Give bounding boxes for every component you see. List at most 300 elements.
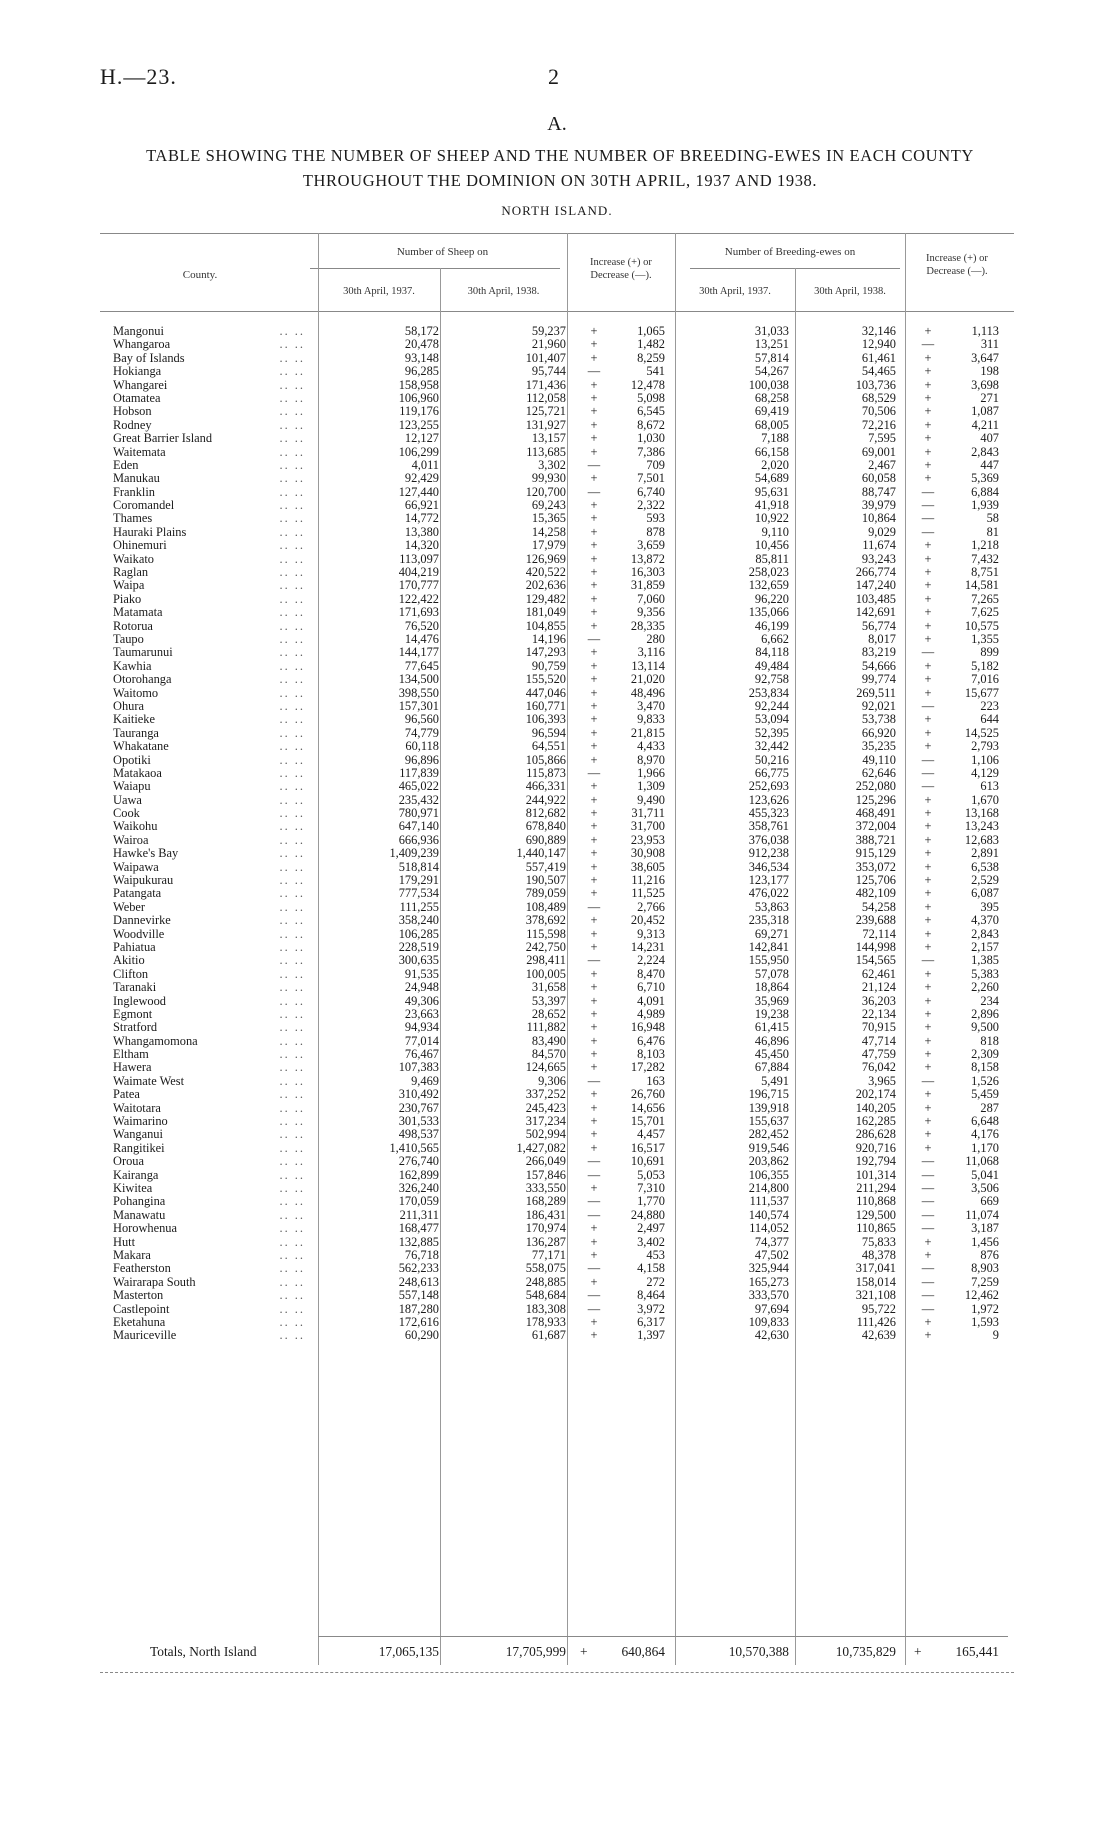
page-reference: H.—23. (100, 64, 177, 89)
sheep-1937: 24,948 (404, 980, 439, 995)
sheep-1937: 77,645 (404, 658, 439, 673)
sheep-1937: 172,616 (398, 1314, 439, 1329)
sheep-1937: 106,960 (398, 390, 439, 405)
sheep-change-sign: + (590, 819, 598, 834)
sheep-1938: 378,692 (525, 913, 566, 928)
sheep-change-sign: + (590, 1060, 598, 1075)
sheep-change-value: 21,020 (630, 672, 665, 687)
ewes-change-sign: — (921, 524, 935, 539)
leader-dots: .. .. (279, 1247, 305, 1262)
sheep-change-sign: + (590, 1181, 598, 1195)
ewes-1938: 482,109 (855, 886, 896, 901)
sheep-1938: 178,933 (525, 1314, 566, 1329)
table-row (0, 1209, 1114, 1222)
ewes-1938: 140,205 (855, 1100, 896, 1115)
leader-dots: .. .. (279, 1140, 305, 1155)
ewes-1938: 88,747 (861, 484, 896, 499)
sheep-change-value: 11,525 (631, 886, 665, 901)
sheep-1938: 120,700 (525, 484, 566, 499)
leader-dots: .. .. (279, 404, 305, 419)
table-row (0, 579, 1114, 592)
ewes-1937: 50,216 (754, 752, 789, 767)
ewes-change-value: 15,677 (964, 685, 999, 700)
ewes-1938: 286,628 (855, 1127, 896, 1142)
sheep-change-sign: — (587, 899, 601, 914)
table-row (0, 794, 1114, 807)
sheep-1937: 76,718 (404, 1247, 439, 1262)
table-row (0, 807, 1114, 820)
sheep-change-sign: + (590, 618, 598, 633)
ewes-change-sign: + (924, 725, 932, 740)
sheep-1938: 333,550 (525, 1181, 566, 1195)
sheep-change-sign: — (587, 1167, 601, 1182)
sheep-1938: 266,049 (525, 1154, 566, 1169)
leader-dots: .. .. (279, 712, 305, 727)
sheep-change-value: 14,231 (630, 939, 665, 954)
ewes-1937: 68,258 (754, 390, 789, 405)
leader-dots: .. .. (279, 457, 305, 472)
totals-ewes-change: 165,441 (955, 1644, 999, 1659)
county-name: Egmont (113, 1006, 153, 1021)
sheep-1937: 144,177 (398, 645, 439, 660)
sheep-change-value: 1,309 (637, 779, 665, 794)
ewes-1938: 70,506 (861, 404, 896, 419)
ewes-change-value: 7,265 (971, 591, 999, 606)
ewes-change-value: 2,793 (971, 739, 999, 754)
sheep-1938: 502,994 (525, 1127, 566, 1142)
county-name: Matakaoa (113, 765, 162, 780)
ewes-1938: 22,134 (861, 1006, 896, 1021)
table-row (0, 1102, 1114, 1115)
ewes-change-value: 58 (986, 511, 999, 526)
ewes-1938: 103,736 (855, 377, 896, 392)
ewes-1937: 253,834 (748, 685, 789, 700)
sheep-1937: 300,635 (398, 953, 439, 968)
sheep-1937: 111,255 (399, 899, 439, 914)
page-number: 2 (548, 64, 559, 89)
ewes-1937: 74,377 (754, 1234, 789, 1249)
sheep-1937: 60,118 (405, 739, 439, 754)
ewes-change-sign: — (921, 1288, 935, 1303)
sheep-change-sign: + (590, 605, 598, 620)
sheep-change-value: 8,464 (637, 1288, 665, 1303)
sheep-1938: 186,431 (525, 1207, 566, 1222)
ewes-1937: 252,693 (748, 779, 789, 794)
sheep-change-sign: + (590, 792, 598, 807)
sheep-change-value: 10,691 (630, 1154, 665, 1169)
ewes-1938: 92,021 (861, 698, 896, 713)
leader-dots: .. .. (279, 551, 305, 566)
sheep-change-sign: — (587, 765, 601, 780)
ewes-1938: 47,714 (861, 1033, 896, 1048)
table-row (0, 1289, 1114, 1302)
leader-dots: .. .. (279, 631, 305, 646)
sheep-1938: 111,882 (526, 1020, 566, 1035)
sheep-change-sign: + (590, 752, 598, 767)
ewes-change-sign: + (924, 792, 932, 807)
sheep-1937: 113,097 (399, 551, 439, 566)
table-row (0, 1155, 1114, 1168)
sheep-1938: 21,960 (531, 337, 566, 352)
county-name: Horowhenua (113, 1221, 177, 1236)
sheep-change-value: 15,701 (630, 1114, 665, 1129)
sheep-change-sign: — (587, 631, 601, 646)
header-bottom-rule (100, 311, 1014, 312)
ewes-1938: 266,774 (855, 565, 896, 580)
ewes-change-sign: — (921, 1261, 935, 1276)
col-header-ewes-group: Number of Breeding-ewes on (724, 246, 856, 258)
sheep-1937: 14,320 (404, 538, 439, 553)
county-name: Patea (113, 1087, 140, 1102)
county-name: Whangarei (113, 377, 168, 392)
sheep-change-value: 9,490 (637, 792, 665, 807)
sheep-change-value: 20,452 (630, 913, 665, 928)
sheep-change-sign: + (590, 739, 598, 754)
ewes-1937: 325,944 (748, 1261, 789, 1276)
table-row (0, 1115, 1114, 1128)
ewes-1938: 252,080 (855, 779, 896, 794)
leader-dots: .. .. (279, 511, 305, 526)
ewes-change-value: 4,211 (971, 417, 999, 432)
sheep-change-sign: + (590, 1234, 598, 1249)
leader-dots: .. .. (279, 1274, 305, 1289)
sheep-change-value: 709 (646, 457, 665, 472)
ewes-change-value: 1,355 (971, 631, 999, 646)
ewes-change-value: 7,432 (971, 551, 999, 566)
sheep-1937: 666,936 (398, 832, 439, 847)
ewes-change-value: 1,106 (971, 752, 999, 767)
county-name: Pohangina (113, 1194, 166, 1209)
county-name: Manawatu (113, 1207, 166, 1222)
county-name: Wanganui (113, 1127, 163, 1142)
ewes-1938: 56,774 (861, 618, 896, 633)
ewes-change-value: 6,538 (971, 859, 999, 874)
ewes-1937: 258,023 (748, 565, 789, 580)
table-row (0, 820, 1114, 833)
ewes-change-sign: — (921, 765, 935, 780)
sheep-1937: 20,478 (404, 337, 439, 352)
leader-dots: .. .. (279, 658, 305, 673)
sheep-1937: 123,255 (398, 417, 439, 432)
table-row (0, 1128, 1114, 1141)
ewes-1938: 920,716 (855, 1140, 896, 1155)
sheep-1938: 113,685 (526, 444, 566, 459)
table-row (0, 539, 1114, 552)
leader-dots: .. .. (279, 1288, 305, 1303)
sheep-change-value: 16,517 (630, 1140, 665, 1155)
table-row (0, 861, 1114, 874)
sheep-change-sign: + (590, 913, 598, 928)
ewes-1938: 83,219 (861, 645, 896, 660)
sheep-group-rule (310, 268, 560, 269)
ewes-1937: 106,355 (748, 1167, 789, 1182)
sheep-change-sign: + (590, 1221, 598, 1236)
sheep-change-sign: + (590, 511, 598, 526)
sheep-1937: 518,814 (398, 859, 439, 874)
leader-dots: .. .. (279, 1060, 305, 1075)
sheep-1937: 562,233 (398, 1261, 439, 1276)
county-name: Hutt (113, 1234, 136, 1249)
ewes-change-value: 4,370 (971, 913, 999, 928)
county-name: Hauraki Plains (113, 524, 187, 539)
sheep-1938: 183,308 (525, 1301, 566, 1316)
sheep-1938: 14,258 (531, 524, 566, 539)
leader-dots: .. .. (279, 1100, 305, 1115)
sheep-change-sign: — (587, 1301, 601, 1316)
table-row (0, 405, 1114, 418)
county-name: Manukau (113, 471, 160, 486)
ewes-change-sign: — (921, 1181, 935, 1195)
county-name: Ohura (113, 698, 144, 713)
sheep-change-value: 3,470 (637, 698, 665, 713)
ewes-change-sign: + (924, 350, 932, 365)
leader-dots: .. .. (279, 899, 305, 914)
header-top-rule (100, 233, 1014, 234)
county-name: Rodney (113, 417, 152, 432)
ewes-1938: 93,243 (861, 551, 896, 566)
sheep-1938: 64,551 (531, 739, 566, 754)
leader-dots: .. .. (279, 431, 305, 446)
ewes-change-sign: + (924, 859, 932, 874)
leader-dots: .. .. (279, 1127, 305, 1142)
section-letter: A. (547, 113, 567, 135)
table-row (0, 338, 1114, 351)
leader-dots: .. .. (279, 1033, 305, 1048)
ewes-change-value: 198 (980, 364, 999, 379)
sheep-1937: 168,477 (398, 1221, 439, 1236)
table-row (0, 780, 1114, 793)
sheep-1937: 4,011 (411, 457, 439, 472)
sheep-change-value: 7,060 (637, 591, 665, 606)
ewes-change-sign: + (924, 739, 932, 754)
leader-dots: .. .. (279, 966, 305, 981)
sheep-change-value: 16,303 (630, 565, 665, 580)
ewes-change-value: 2,157 (971, 939, 999, 954)
sheep-change-sign: + (590, 471, 598, 486)
county-name: Eden (113, 457, 139, 472)
sheep-1937: 358,240 (398, 913, 439, 928)
col-header-sheep-change: Increase (+) or Decrease (—). (590, 257, 652, 281)
sheep-1938: 28,652 (531, 1006, 566, 1021)
sheep-change-value: 7,310 (637, 1181, 665, 1195)
sheep-change-sign: + (590, 1140, 598, 1155)
sheep-1938: 84,570 (531, 1047, 566, 1062)
sheep-1938: 104,855 (525, 618, 566, 633)
sheep-change-sign: + (590, 980, 598, 995)
ewes-change-value: 644 (980, 712, 999, 727)
ewes-1937: 123,626 (748, 792, 789, 807)
leader-dots: .. .. (279, 698, 305, 713)
sheep-change-value: 6,317 (637, 1314, 665, 1329)
sheep-1937: 171,693 (398, 605, 439, 620)
ewes-change-value: 1,087 (971, 404, 999, 419)
ewes-change-sign: — (921, 1073, 935, 1088)
ewes-change-value: 2,529 (971, 873, 999, 888)
leader-dots: .. .. (279, 498, 305, 513)
leader-dots: .. .. (279, 792, 305, 807)
county-name: Thames (113, 511, 153, 526)
ewes-change-sign: + (924, 980, 932, 995)
ewes-change-value: 1,939 (971, 498, 999, 513)
county-name: Taranaki (113, 980, 157, 995)
sheep-1937: 301,533 (398, 1114, 439, 1129)
leader-dots: .. .. (279, 417, 305, 432)
leader-dots: .. .. (279, 390, 305, 405)
sheep-1938: 105,866 (525, 752, 566, 767)
sheep-change-value: 13,872 (630, 551, 665, 566)
sheep-1938: 678,840 (525, 819, 566, 834)
sheep-1938: 170,974 (525, 1221, 566, 1236)
ewes-1937: 455,323 (748, 806, 789, 821)
ewes-change-value: 11,068 (965, 1154, 999, 1169)
county-name: Taupo (113, 631, 144, 646)
county-name: Kawhia (113, 658, 152, 673)
ewes-1938: 269,511 (856, 685, 896, 700)
ewes-change-sign: — (921, 1194, 935, 1209)
ewes-change-value: 12,683 (964, 832, 999, 847)
county-name: Waiapu (113, 779, 151, 794)
ewes-change-sign: — (921, 484, 935, 499)
sheep-1938: 245,423 (525, 1100, 566, 1115)
ewes-1938: 353,072 (855, 859, 896, 874)
ewes-change-value: 4,176 (971, 1127, 999, 1142)
sheep-1938: 147,293 (525, 645, 566, 660)
sheep-1937: 780,971 (398, 806, 439, 821)
ewes-1938: 62,461 (861, 966, 896, 981)
sheep-1937: 162,899 (398, 1167, 439, 1182)
ewes-change-value: 7,259 (971, 1274, 999, 1289)
ewes-change-sign: + (924, 444, 932, 459)
sheep-1938: 115,598 (526, 926, 566, 941)
county-name: Otamatea (113, 390, 161, 405)
ewes-1937: 53,094 (754, 712, 789, 727)
sheep-1938: 108,489 (525, 899, 566, 914)
ewes-change-sign: + (924, 873, 932, 888)
sheep-change-sign: + (590, 551, 598, 566)
ewes-change-sign: + (924, 966, 932, 981)
sheep-1938: 126,969 (525, 551, 566, 566)
ewes-change-sign: + (924, 591, 932, 606)
ewes-change-value: 6,087 (971, 886, 999, 901)
sheep-1938: 466,331 (525, 779, 566, 794)
leader-dots: .. .. (279, 752, 305, 767)
ewes-change-value: 2,309 (971, 1047, 999, 1062)
leader-dots: .. .. (279, 350, 305, 365)
sheep-1937: 122,422 (398, 591, 439, 606)
ewes-change-value: 818 (980, 1033, 999, 1048)
sheep-1938: 160,771 (525, 698, 566, 713)
sheep-1937: 230,767 (398, 1100, 439, 1115)
ewes-change-value: 2,260 (971, 980, 999, 995)
sheep-change-sign: + (590, 578, 598, 593)
county-name: Hokianga (113, 364, 162, 379)
table-row (0, 512, 1114, 525)
ewes-1938: 321,108 (855, 1288, 896, 1303)
ewes-change-sign: + (924, 712, 932, 727)
ewes-change-value: 8,751 (971, 565, 999, 580)
ewes-change-sign: + (924, 551, 932, 566)
sheep-1938: 14,196 (531, 631, 566, 646)
ewes-change-value: 14,581 (964, 578, 999, 593)
col-header-ewes-1937: 30th April, 1937. (699, 286, 771, 297)
sheep-change-sign: — (587, 1154, 601, 1169)
ewes-1938: 36,203 (861, 993, 896, 1008)
sheep-change-sign: + (590, 645, 598, 660)
ewes-change-value: 876 (980, 1247, 999, 1262)
sheep-change-value: 6,710 (637, 980, 665, 995)
sheep-change-value: 8,970 (637, 752, 665, 767)
leader-dots: .. .. (279, 1114, 305, 1129)
ewes-1938: 54,258 (861, 899, 896, 914)
county-name: Woodville (113, 926, 165, 941)
ewes-change-sign: + (924, 1087, 932, 1102)
ewes-change-sign: + (924, 658, 932, 673)
table-row (0, 1008, 1114, 1021)
sheep-1938: 1,427,082 (516, 1140, 566, 1155)
sheep-1937: 248,613 (398, 1274, 439, 1289)
leader-dots: .. .. (279, 1006, 305, 1021)
table-row (0, 620, 1114, 633)
sheep-change-sign: + (590, 873, 598, 888)
ewes-1937: 5,491 (761, 1073, 789, 1088)
ewes-1937: 142,841 (748, 939, 789, 954)
sheep-change-value: 541 (646, 364, 665, 379)
leader-dots: .. .. (279, 618, 305, 633)
sheep-change-value: 3,402 (637, 1234, 665, 1249)
sheep-change-sign: + (590, 886, 598, 901)
ewes-1938: 111,426 (856, 1314, 896, 1329)
ewes-change-value: 5,041 (971, 1167, 999, 1182)
sheep-1938: 31,658 (531, 980, 566, 995)
sheep-1937: 12,127 (404, 431, 439, 446)
table-row (0, 1021, 1114, 1034)
sheep-change-value: 8,103 (637, 1047, 665, 1062)
sheep-change-value: 453 (646, 1247, 665, 1262)
ewes-1938: 7,595 (868, 431, 896, 446)
leader-dots: .. .. (279, 819, 305, 834)
sheep-1937: 66,921 (404, 498, 439, 513)
sheep-change-sign: + (590, 524, 598, 539)
table-row (0, 1142, 1114, 1155)
ewes-change-value: 2,843 (971, 926, 999, 941)
ewes-change-sign: + (924, 605, 932, 620)
sheep-1938: 17,979 (531, 538, 566, 553)
sheep-change-sign: — (587, 1073, 601, 1088)
ewes-1938: 317,041 (855, 1261, 896, 1276)
col-header-sheep-group: Number of Sheep on (396, 246, 489, 258)
ewes-change-value: 5,459 (971, 1087, 999, 1102)
sheep-1937: 235,432 (398, 792, 439, 807)
sheep-1937: 74,779 (404, 725, 439, 740)
sheep-1937: 228,519 (398, 939, 439, 954)
leader-dots: .. .. (279, 886, 305, 901)
ewes-1937: 358,761 (748, 819, 789, 834)
sheep-change-sign: + (590, 337, 598, 352)
county-name: Waimate West (113, 1073, 185, 1088)
table-row (0, 459, 1114, 472)
sheep-change-sign: + (590, 993, 598, 1008)
sheep-change-value: 13,114 (631, 658, 665, 673)
leader-dots: .. .. (279, 1301, 305, 1316)
ewes-1937: 13,251 (754, 337, 789, 352)
sheep-change-sign: + (590, 859, 598, 874)
ewes-1937: 52,395 (754, 725, 789, 740)
table-row (0, 687, 1114, 700)
ewes-1938: 48,378 (861, 1247, 896, 1262)
ewes-1937: 376,038 (748, 832, 789, 847)
table-row (0, 352, 1114, 365)
sheep-1937: 106,285 (398, 926, 439, 941)
